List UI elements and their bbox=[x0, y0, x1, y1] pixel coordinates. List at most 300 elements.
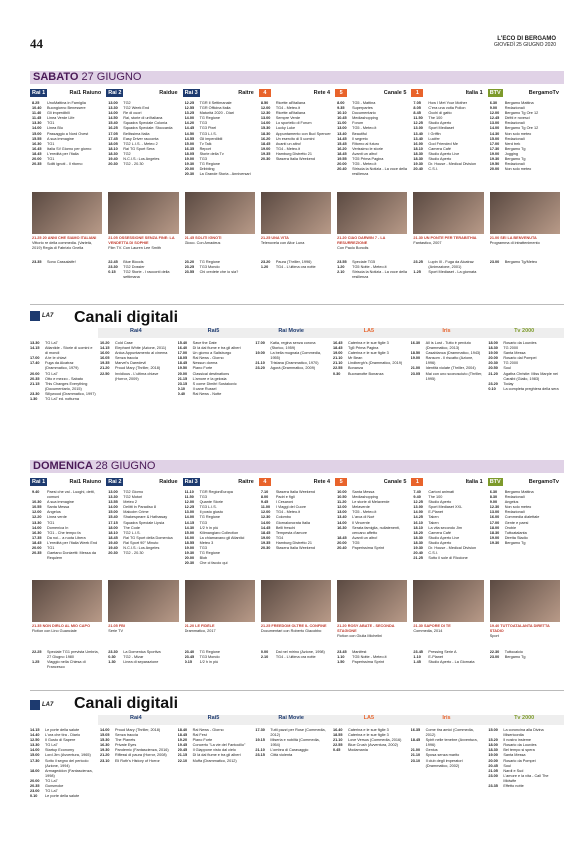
time: 21.05 bbox=[488, 768, 498, 773]
title: Taken bbox=[428, 515, 439, 520]
time: 16.30 bbox=[337, 525, 347, 530]
time: 18.30 bbox=[488, 748, 498, 753]
time: 8.00 bbox=[260, 495, 269, 500]
title: Sotto il segno del pericolo (Azione, 1994) bbox=[45, 758, 89, 768]
title: Passaggio a Nord Ovest bbox=[47, 131, 89, 136]
title: Buonanotte Bonanza bbox=[348, 371, 384, 376]
title: Il cane Russel bbox=[192, 386, 217, 391]
time: 21.15 bbox=[177, 376, 188, 381]
time: 15.20 bbox=[488, 738, 498, 743]
time: 21.00 bbox=[410, 748, 421, 753]
time: 21.20 bbox=[488, 371, 498, 376]
title: Un esercito di 5 uomini bbox=[275, 136, 315, 141]
channel-name: Raidue bbox=[159, 90, 178, 96]
title: Piano Forte bbox=[192, 366, 213, 371]
late-program-row bbox=[32, 660, 102, 670]
prime-time-caption bbox=[413, 624, 483, 644]
channel-column bbox=[108, 101, 178, 189]
digital-program-row bbox=[333, 372, 405, 377]
title: S come Dimitri Sostakovic bbox=[192, 381, 237, 386]
title: Tempesta d'amore bbox=[275, 530, 307, 535]
time: 15.00 bbox=[488, 728, 498, 732]
sunday-digital-title: Canali digitali bbox=[74, 695, 179, 712]
time: 13.30 bbox=[32, 121, 42, 126]
channel-column bbox=[490, 101, 560, 189]
time: 17.30 bbox=[255, 728, 265, 732]
digital-channel-label: Rai5 bbox=[207, 328, 220, 334]
title: Padri e figli bbox=[275, 495, 295, 500]
title: The 100 bbox=[428, 495, 443, 500]
time: 18.00 bbox=[489, 525, 500, 530]
time: 18.00 bbox=[488, 341, 498, 345]
title: Rai TG Sport della Domenica bbox=[123, 535, 173, 540]
title: Avanti un altro! bbox=[352, 535, 378, 540]
prime-title: 20 ANNI CHE SIAMO ITALIANI bbox=[42, 236, 97, 240]
time: 16.30 bbox=[32, 141, 42, 146]
la7-logo: LA7 bbox=[30, 311, 53, 321]
digital-channel-label: Rai Movie bbox=[278, 715, 304, 721]
time: 12.00 bbox=[337, 505, 347, 510]
channel-name: Raidue bbox=[159, 479, 178, 485]
title: Paesi che vai - Luoghi, detti, comuni bbox=[47, 490, 95, 500]
title: Angelus bbox=[47, 510, 61, 515]
time: 10.50 bbox=[337, 495, 347, 500]
title: TG2 L.I.S. bbox=[123, 530, 141, 535]
title: La vita secondo Jim bbox=[428, 525, 462, 530]
title: TGR Il Settimanale bbox=[199, 101, 232, 105]
title: TG La7 bbox=[45, 371, 58, 376]
title: Come tira amici (Commedia, 2012) bbox=[425, 728, 474, 738]
time: 18.05 bbox=[177, 356, 188, 361]
time: 18.10 bbox=[413, 525, 423, 530]
time: 13.00 bbox=[108, 101, 118, 105]
title: Dr. House - Medical Division bbox=[428, 162, 477, 167]
title: Tv Talk bbox=[199, 141, 212, 146]
time: 11.40 bbox=[32, 111, 42, 116]
channel-column bbox=[337, 101, 407, 189]
time: 18.30 bbox=[413, 540, 423, 545]
title: Angelus bbox=[504, 500, 519, 505]
time: 13.00 bbox=[108, 490, 118, 494]
time: 23.25 bbox=[184, 265, 195, 270]
channel-label bbox=[30, 477, 104, 487]
time: 20.30 bbox=[108, 551, 118, 556]
title: Ricette all'italiana bbox=[275, 101, 306, 105]
time: 10.10 bbox=[337, 111, 347, 116]
digital-program-row bbox=[488, 372, 560, 382]
time: 14.00 bbox=[30, 748, 40, 753]
prime-time-caption bbox=[413, 236, 483, 256]
time: 20.35 bbox=[30, 376, 40, 381]
title: Mediashopping bbox=[352, 495, 378, 500]
title: Save the Date bbox=[192, 341, 217, 345]
title: Studio Aperto bbox=[428, 121, 452, 126]
title: UnoMattina in Famiglia bbox=[47, 101, 86, 105]
prime-title: FBI bbox=[118, 624, 125, 628]
time: 0.00 bbox=[260, 650, 269, 654]
time: 13.40 bbox=[413, 136, 423, 141]
time: 12.25 bbox=[184, 101, 195, 105]
prime-desc: Fiction con Lino Guanciale bbox=[32, 628, 77, 633]
time: 20.00 bbox=[32, 546, 42, 551]
late-program-row bbox=[261, 265, 331, 270]
time: 23.40 bbox=[184, 650, 195, 654]
time: 23.10 bbox=[410, 758, 421, 763]
title: Bergamo Tg Ore 12 bbox=[504, 111, 539, 116]
channel-column bbox=[108, 490, 178, 577]
digital-program-row bbox=[488, 784, 560, 789]
prime-title: FREEDOM OLTRE IL CONFINE bbox=[271, 624, 327, 628]
prime-time: 21.25 bbox=[260, 624, 272, 628]
time: 23.00 bbox=[489, 655, 500, 660]
time: 23.20 bbox=[260, 260, 271, 264]
title: All is Lost - Tutto è perduto (Drammatico, 2013) bbox=[425, 341, 471, 351]
title: TG La7 bbox=[45, 743, 58, 748]
time: 19.35 bbox=[260, 151, 271, 156]
time: 16.40 bbox=[177, 346, 188, 351]
title: TG1 bbox=[47, 141, 55, 146]
title: Redazionali bbox=[504, 121, 525, 126]
digital-program-row bbox=[411, 341, 483, 351]
digital-channel-label: Tv 2000 bbox=[514, 328, 535, 334]
time: 15.45 bbox=[337, 141, 347, 146]
time: 13.40 bbox=[337, 515, 347, 520]
prime-desc: Programma di intrattenimento bbox=[489, 240, 540, 245]
title: 1/2 h in più bbox=[199, 660, 219, 665]
time: 13.25 bbox=[184, 111, 195, 116]
title: Che ci faccio qui bbox=[199, 561, 228, 566]
digital-program-row bbox=[411, 356, 483, 366]
time: 14.00 bbox=[489, 126, 500, 131]
title: Private Eyes bbox=[115, 743, 137, 748]
title: Casablanca (Drammatico, 1943) bbox=[425, 351, 481, 356]
title: Delitti in Paradiso 8 bbox=[123, 505, 156, 510]
digital-column bbox=[255, 341, 327, 372]
title: 1/2 h in più bbox=[199, 525, 219, 530]
title: Rai TG Sport Sera bbox=[123, 146, 155, 151]
title: TG1 bbox=[47, 520, 55, 525]
title: Il Gusto di Sapere bbox=[45, 738, 76, 743]
time: 15.55 bbox=[32, 136, 42, 141]
time: 14.50 bbox=[108, 116, 118, 121]
title: Bergamo Tg bbox=[504, 655, 526, 660]
title: Speciale TG5 bbox=[352, 260, 376, 264]
title: TG La7 bbox=[45, 789, 58, 794]
la7-program-row bbox=[30, 769, 96, 779]
time: 10.20 bbox=[100, 341, 110, 345]
prime-desc: Serie TV bbox=[108, 628, 123, 633]
prime-time: 19.40 bbox=[489, 624, 501, 628]
title: Cold Case bbox=[115, 341, 133, 345]
time: 8.45 bbox=[413, 111, 421, 116]
time: 20.00 bbox=[488, 356, 498, 361]
time: 18.45 bbox=[260, 141, 271, 146]
digital-column bbox=[411, 341, 483, 382]
saturday-digital-title: Canali digitali bbox=[74, 309, 179, 326]
time: 14.45 bbox=[337, 136, 347, 141]
title: Il posto giusto bbox=[199, 510, 223, 515]
time: 13.00 bbox=[337, 126, 347, 131]
title: Striscia la Notizia - La voce della resilienza bbox=[352, 167, 408, 177]
prime-time-caption bbox=[185, 624, 255, 644]
channel-name: BergamoTv bbox=[528, 90, 559, 96]
title: Mai con uno sconosciuto (Thriller, 1995) bbox=[425, 371, 483, 381]
time: 8.00 bbox=[337, 101, 345, 105]
time: 18.00 bbox=[30, 768, 40, 773]
title: TG2 L.I.S. - Meteo 2 bbox=[123, 141, 158, 146]
time: 16.45 bbox=[32, 146, 42, 151]
title: Studio Aperto bbox=[428, 157, 452, 162]
thumbnail-image bbox=[108, 580, 178, 622]
time: 20.00 bbox=[337, 540, 347, 545]
time: 23.05 bbox=[410, 371, 421, 376]
time: 12.25 bbox=[413, 500, 423, 505]
title: Marvel's Daredevil bbox=[115, 361, 147, 366]
title: Gunsmoke bbox=[45, 784, 64, 789]
la7-icon bbox=[30, 311, 40, 321]
time: 22.55 bbox=[333, 366, 343, 371]
prime-time: 21.25 bbox=[32, 236, 43, 240]
time: 18.45 bbox=[177, 361, 188, 366]
time: 16.20 bbox=[260, 136, 271, 141]
title: Sport Mediaset - La giornata bbox=[428, 270, 477, 275]
time: 9.40 bbox=[413, 495, 421, 500]
title: Soliti ignoti - Il ritorno bbox=[47, 162, 83, 167]
channel-logo-icon: Rai 3 bbox=[184, 479, 198, 485]
title: La completa preghiera della sera bbox=[503, 386, 559, 391]
time: 12.00 bbox=[32, 510, 42, 515]
time: 11.00 bbox=[337, 121, 347, 126]
thumbnail-image bbox=[337, 192, 407, 234]
title: Mediashopping bbox=[352, 116, 378, 121]
title: Rai News - Notte bbox=[192, 391, 222, 396]
time: 18.40 bbox=[177, 728, 188, 732]
time: 13.00 bbox=[413, 505, 423, 510]
title: TG3 bbox=[199, 157, 207, 162]
title: The Code bbox=[123, 525, 140, 530]
program-row bbox=[261, 546, 331, 551]
title: Ritorno al futuro bbox=[352, 141, 380, 146]
time: 14.15 bbox=[30, 728, 40, 732]
digital-channel-label: LA5 bbox=[363, 328, 375, 334]
title: Gente e paesi bbox=[504, 520, 529, 525]
thumbnail-image bbox=[490, 192, 560, 234]
program-row bbox=[337, 167, 407, 177]
title: TG3 L.I.S. bbox=[199, 505, 217, 510]
issue-date: GIOVEDÌ 25 GIUGNO 2020 bbox=[494, 42, 556, 48]
time: 13.30 bbox=[108, 106, 118, 111]
channel-name: Italia 1 bbox=[465, 479, 483, 485]
title: Nessun dorma bbox=[192, 361, 218, 366]
title: Rosario da Pompei bbox=[503, 758, 536, 763]
time: 20.00 bbox=[337, 162, 347, 167]
title: Ransom - Il riscatto (Azione, 1996) bbox=[425, 356, 474, 366]
title: Viaggio nella Chiesa di Francesco bbox=[47, 660, 86, 670]
title: Camera Café bbox=[428, 146, 452, 151]
time: 23.55 bbox=[184, 270, 195, 275]
title: Dai nel mirino (Azione, 1998) bbox=[275, 650, 325, 654]
title: Rai Fest bbox=[192, 733, 207, 738]
title: TG4 - Meteo.it bbox=[275, 106, 301, 111]
newspaper-name: L'ECO DI BERGAMO bbox=[497, 36, 556, 42]
time: 13.30 bbox=[30, 743, 40, 748]
time: 14.00 bbox=[260, 121, 271, 126]
digital-program-row bbox=[488, 387, 560, 392]
title: Santa Messa bbox=[352, 490, 375, 494]
title: Sotto il sole di Riccione bbox=[428, 556, 468, 561]
time: 23.30 bbox=[30, 391, 40, 396]
channel-column bbox=[413, 101, 483, 189]
prime-time: 21.25 bbox=[260, 236, 272, 240]
late-program-row bbox=[261, 655, 331, 660]
title: Modamania bbox=[348, 748, 368, 753]
time: 16.00 bbox=[184, 535, 195, 540]
time: 14.45 bbox=[184, 126, 195, 131]
title: Redazionali bbox=[504, 136, 525, 141]
title: La Domenica Sportiva bbox=[123, 650, 161, 654]
digital-channel-label: LA5 bbox=[363, 715, 375, 721]
time: 0.30 bbox=[108, 655, 116, 660]
time: 23.10 bbox=[100, 758, 110, 763]
channel-label bbox=[259, 477, 333, 487]
title: Stasera Italia Weekend bbox=[275, 157, 316, 162]
time: 15.40 bbox=[108, 121, 118, 126]
prime-title: ROSY ABATE - SECONDA STAGIONE bbox=[337, 624, 395, 633]
time: 20.35 bbox=[30, 784, 40, 789]
prime-title: UN PONTE PER TERABITHIA bbox=[423, 236, 477, 240]
channel-label bbox=[30, 88, 104, 98]
prime-time: 21.35 bbox=[32, 624, 43, 628]
time: 20.00 bbox=[184, 167, 195, 172]
time: 12.25 bbox=[184, 505, 195, 510]
title: Quante Storie bbox=[199, 500, 223, 505]
time: 20.00 bbox=[177, 371, 188, 376]
title: Redazionali bbox=[504, 106, 525, 111]
title: Bergamo Mattina bbox=[504, 490, 534, 494]
time: 18.55 bbox=[184, 540, 195, 545]
channel-logo-icon: 4 bbox=[259, 478, 271, 486]
late-program-row bbox=[490, 260, 560, 265]
title: Chi credete che io sia? bbox=[199, 270, 239, 275]
title: C.S.I. bbox=[428, 167, 438, 172]
sunday-date: 28 GIUGNO bbox=[95, 460, 156, 472]
time: 23.15 bbox=[177, 381, 188, 386]
time: 17.00 bbox=[30, 356, 40, 361]
channel-label bbox=[335, 477, 409, 487]
prime-title: TUTTOATALANTA DIRETTA STADIO bbox=[489, 624, 550, 633]
prime-desc: Commedia, 2014 bbox=[413, 628, 443, 633]
title: Lucifer bbox=[428, 136, 440, 141]
time: 18.45 bbox=[260, 530, 271, 535]
digital-channel-label: Rai4 bbox=[130, 328, 142, 334]
time: 16.20 bbox=[337, 146, 347, 151]
title: Soul bbox=[503, 763, 511, 768]
time: 14.00 bbox=[32, 126, 42, 131]
title: Redazionali bbox=[504, 495, 525, 500]
title: Re di cuori bbox=[123, 111, 142, 116]
title: TG Regione bbox=[199, 260, 221, 264]
title: Studio Aperto - La Giornata bbox=[428, 660, 475, 665]
time: 15.00 bbox=[32, 131, 42, 136]
channel-name: BergamoTv bbox=[528, 479, 559, 485]
title: TG3 bbox=[199, 121, 207, 126]
time: 12.00 bbox=[184, 500, 195, 505]
title: Meteo 2 bbox=[123, 500, 138, 505]
late-program-row bbox=[413, 260, 483, 270]
time: 20.45 bbox=[177, 748, 188, 753]
time: 18.10 bbox=[413, 146, 423, 151]
title: TG2 - 20.30 bbox=[123, 162, 144, 167]
title: TG4 - Meteo.it bbox=[275, 510, 301, 515]
time: 18.45 bbox=[108, 535, 118, 540]
title: N.C.I.S.: Los Angeles bbox=[123, 546, 160, 551]
title: Striscia la Notizia - La voce della resilienza bbox=[352, 270, 408, 280]
title: Tutti pazzi per Rose (Commedia, 2012) bbox=[270, 728, 326, 738]
title: L'ora che tira - Diario bbox=[45, 733, 81, 738]
time: 14.45 bbox=[260, 525, 271, 530]
time: 20.35 bbox=[32, 162, 42, 167]
title: Occhi di gatto bbox=[428, 111, 452, 116]
thumbnail-image bbox=[32, 192, 102, 234]
time: 10.00 bbox=[337, 490, 347, 494]
title: Storie della Tv bbox=[199, 151, 224, 156]
time: 7.10 bbox=[260, 490, 269, 494]
late-program-row bbox=[32, 650, 102, 660]
title: Belli freschi bbox=[275, 525, 296, 530]
time: 22.10 bbox=[177, 758, 188, 763]
time: 18.55 bbox=[333, 733, 343, 738]
title: Forum bbox=[352, 121, 364, 126]
time: 8.50 bbox=[260, 101, 269, 105]
title: A te le chiavi bbox=[45, 356, 67, 361]
digital-program-row bbox=[178, 392, 250, 397]
digital-column bbox=[488, 341, 560, 392]
time: 17.40 bbox=[30, 361, 40, 366]
time: 1.10 bbox=[413, 655, 421, 660]
title: Città violenta bbox=[270, 753, 293, 758]
title: Agorà (Drammatico, 2009) bbox=[270, 366, 316, 371]
time: 16.35 bbox=[184, 146, 195, 151]
time: 1.25 bbox=[413, 270, 421, 275]
title: Sono Cassalaife! bbox=[47, 260, 76, 264]
time: 13.00 bbox=[413, 126, 423, 131]
time: 21.10 bbox=[255, 361, 265, 366]
time: 20.00 bbox=[489, 167, 500, 172]
title: Sposa senza marito bbox=[425, 753, 460, 758]
time: 23.35 bbox=[488, 784, 498, 789]
title: Bergamo Tg Ore 12 bbox=[504, 126, 539, 131]
title: L'amore e la vita - Call The Midwife bbox=[503, 773, 549, 783]
channel-name: Rai1 Raiuno bbox=[69, 479, 102, 485]
time: 16.00 bbox=[413, 141, 423, 146]
prime-time-caption bbox=[337, 236, 407, 256]
time: 19.40 bbox=[108, 546, 118, 551]
la7-icon bbox=[30, 700, 40, 710]
prime-time-caption bbox=[337, 624, 407, 644]
title: TG1 - Che tempo fa bbox=[47, 530, 81, 535]
time: 15.30 bbox=[260, 126, 271, 131]
title: Dribbling bbox=[199, 167, 215, 172]
prime-time: 21.05 bbox=[108, 624, 119, 628]
title: Sport Mediaset XXL bbox=[428, 505, 463, 510]
late-program-row bbox=[185, 270, 255, 275]
channel-logo-icon: 1 bbox=[411, 478, 423, 486]
program-row bbox=[32, 162, 102, 167]
time: 13.00 bbox=[489, 510, 500, 515]
time: 13.00 bbox=[337, 510, 347, 515]
prime-time-caption bbox=[490, 624, 560, 644]
time: 15.00 bbox=[489, 136, 500, 141]
